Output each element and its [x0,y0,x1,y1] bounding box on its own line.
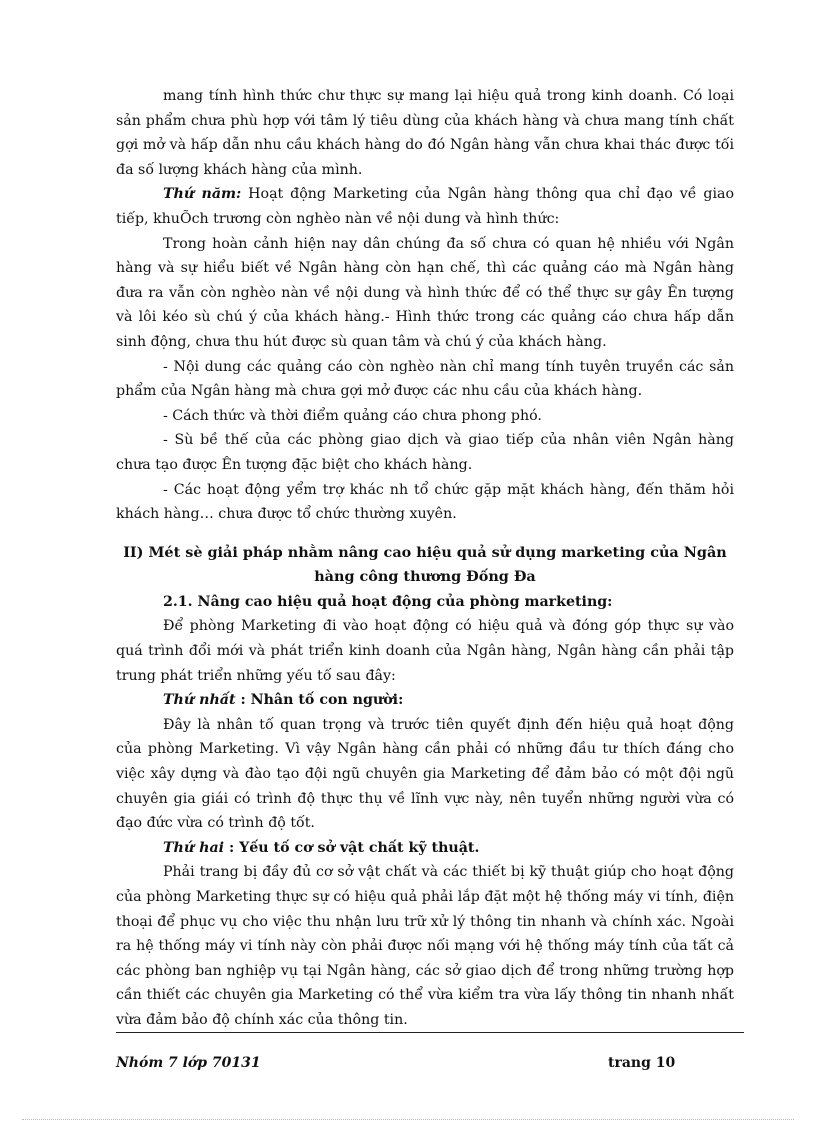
bullet-support: - Các hoạt động yểm trợ khác nh tổ chức gặp mặt khách hàng, đến thăm hỏi khách hàng… chưa được tổ chức thường xuyên. [116,481,734,523]
paragraph-thu-hai [116,836,734,861]
paragraph-thu-nhat [116,688,734,713]
section-heading: II) Mét sè giải pháp nhằm nâng cao hiệu quả sử dụng marketing của Ngân hàng công thương Đống Đa [123,543,727,586]
subsection-heading: 2.1. Nâng cao hiệu quả hoạt động của phòng marketing: [163,593,613,610]
thu-nhat-label: Thứ nhất [163,692,236,709]
bullet-branches: - Sù bề thế của các phòng giao dịch và giao tiếp của nhân viên Ngân hàng chưa tạo được Ên tượng đặc biệt cho khách hàng. [116,432,734,473]
paragraph-intro: mang tính hình thức chư thực sự mang lại hiệu quả trong kinh doanh. Có loại sản phẩm chưa phù hợp với tâm lý tiêu dùng của khách hàng và chưa mang tính chất gợi mở và hấp dẫn nhu cầu khách hàng do đó Ngân hàng vẫn chưa khai thác được tối đa số lượng khách hàng của mình. [116,88,734,178]
paragraph-marketing-dept: Để phòng Marketing đi vào hoạt động có hiệu quả và đóng góp thực sự vào quá trình đổi mới và phát triển kinh doanh của Ngân hàng, Ngân hàng cần phải tập trung phát triển những yếu tố sau đây: [116,618,734,684]
bullet-method: - Cách thức và thời điểm quảng cáo chưa phong phó. [163,407,542,424]
thu-nam-label: Thứ năm: [163,186,242,203]
page-edge-line [22,1119,794,1120]
footer-page-number: trang 10 [608,1055,676,1071]
footer-divider [116,1032,744,1033]
thu-nam-text: Hoạt động Marketing của Ngân hàng thông qua chỉ đạo về giao tiếp, khuÕch trương còn nghèo nàn về nội dung và hình thức: [116,186,734,227]
thu-hai-label: Thứ hai [163,839,225,856]
page-body [116,84,734,1033]
paragraph-advertising: Trong hoàn cảnh hiện nay dân chúng đa số chưa có quan hệ nhiều với Ngân hàng và sự hiểu biết về Ngân hàng còn hạn chế, thì các quảng cáo mà Ngân hàng đưa ra vẫn còn nghèo nàn về nội dung và hình thức để có thể thực sự gây Ên tượng và lôi kéo sù chú ý của khách hàng.- Hình thức trong các quảng cáo chưa hấp dẫn sinh động, chưa thu hút được sù quan tâm và chú ý của khách hàng. [116,235,734,350]
paragraph-thu-nam [116,182,734,231]
thu-nhat-text: : Nhân tố con người: [235,692,404,709]
bullet-content: - Nội dung các quảng cáo còn nghèo nàn chỉ mang tính tuyên truyền các sản phẩm của Ngân hàng mà chưa gợi mở được các nhu cầu của khách hàng. [116,358,734,400]
paragraph-infrastructure: Phải trang bị đầy đủ cơ sở vật chất và các thiết bị kỹ thuật giúp cho hoạt động của phòng Marketing thực sự có hiệu quả phải lắp đặt một hệ thống máy vi tính, điện thoại để phục vụ cho việc thu nhận lưu trữ xử lý thông tin nhanh và chính xác. Ngoài ra hệ thống máy vi tính này còn phải được nối mạng với hệ thống máy tính của tất cả các phòng ban nghiệp vụ tại Ngân hàng, các sở giao dịch để trong những trường hợp cần thiết các chuyên gia Marketing có thể vừa kiểm tra vừa lấy thông tin nhanh nhất vừa đảm bảo độ chính xác của thông tin. [116,864,734,1028]
paragraph-human-factor: Đây là nhân tố quan trọng và trước tiên quyết định đến hiệu quả hoạt động của phòng Marketing. Vì vậy Ngân hàng cần phải có những đầu tư thích đáng cho việc xây dựng và đào tạo đội ngũ chuyên gia Marketing để đảm bảo có một đội ngũ chuyên gia giái có trình độ thực thụ về lĩnh vực này, nên tuyển những người vừa có đạo đức vừa có trình độ tốt. [116,716,734,832]
footer-group-label: Nhóm 7 lớp 70131 [116,1055,261,1071]
thu-hai-text: : Yếu tố cơ sở vật chất kỹ thuật. [224,839,480,856]
